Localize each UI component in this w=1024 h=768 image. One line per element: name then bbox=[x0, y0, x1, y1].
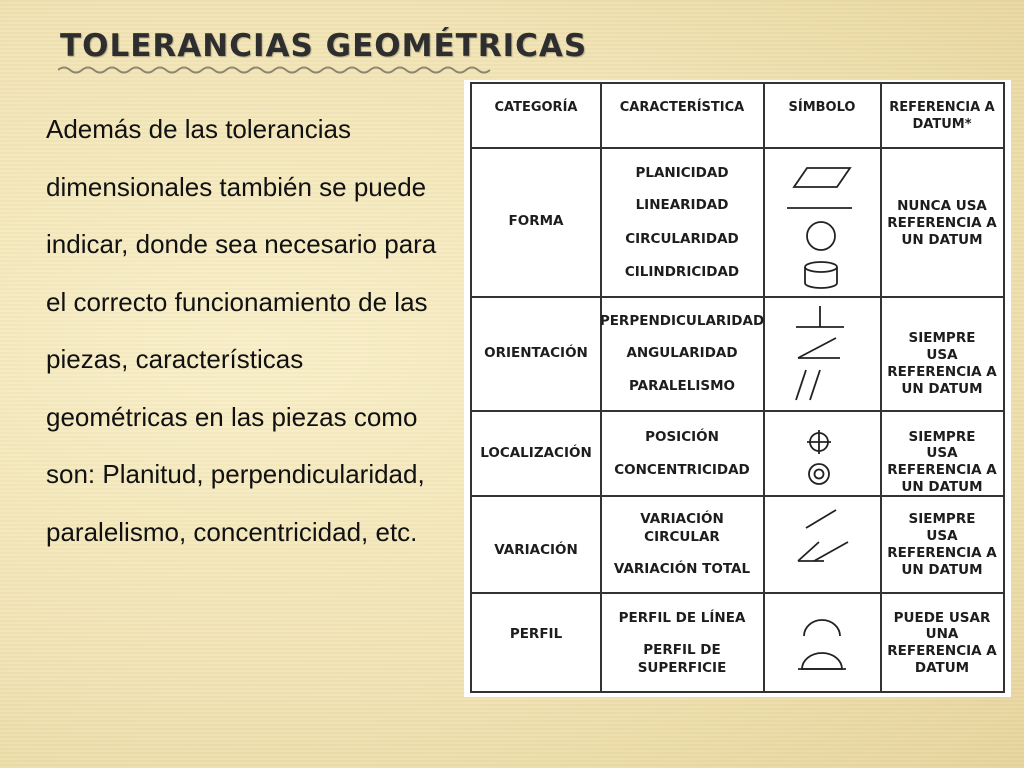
angle-icon bbox=[798, 338, 840, 358]
parallel-lines-icon bbox=[796, 370, 820, 400]
categoria-perfil: PERFIL bbox=[509, 626, 563, 642]
title-underline-decoration bbox=[58, 64, 498, 76]
referencia-forma-line-1: NUNCA USA bbox=[897, 198, 987, 214]
referencia-localizacion-line-2: USA bbox=[926, 445, 958, 461]
caracteristica-paralelismo: PARALELISMO bbox=[628, 378, 736, 394]
referencia-orientacion-line-1: SIEMPRE bbox=[908, 330, 976, 346]
table-row-localizacion bbox=[480, 427, 997, 495]
caracteristica-perpendicularidad: PERPENDICULARIDAD bbox=[599, 313, 765, 329]
caracteristica-angularidad: ANGULARIDAD bbox=[626, 345, 738, 361]
referencia-forma-line-3: UN DATUM bbox=[901, 232, 983, 248]
caracteristica-circularidad: CIRCULARIDAD bbox=[625, 231, 739, 247]
header-caracteristica: CARACTERÍSTICA bbox=[619, 100, 745, 115]
caracteristica-concentricidad: CONCENTRICIDAD bbox=[614, 462, 750, 478]
referencia-forma-line-2: REFERENCIA A bbox=[887, 215, 997, 231]
referencia-perfil-line-4: DATUM bbox=[914, 660, 970, 676]
caracteristica-perfil-de-superficie-line-1: PERFIL DE bbox=[643, 642, 721, 658]
caracteristica-variacion-circular-line-2: CIRCULAR bbox=[644, 529, 720, 545]
circular-runout-icon bbox=[806, 510, 836, 528]
caracteristica-variacion-circular-line-1: VARIACIÓN bbox=[640, 511, 724, 527]
referencia-perfil-line-1: PUEDE USAR bbox=[893, 610, 991, 626]
referencia-orientacion-line-2: USA bbox=[926, 347, 958, 363]
header-referencia-line-1: REFERENCIA A bbox=[889, 100, 995, 115]
referencia-variacion-line-1: SIEMPRE bbox=[908, 511, 976, 527]
header-simbolo: SÍMBOLO bbox=[788, 100, 856, 115]
caracteristica-planicidad: PLANICIDAD bbox=[635, 165, 729, 181]
caracteristica-linearidad: LINEARIDAD bbox=[635, 197, 729, 213]
referencia-variacion-line-4: UN DATUM bbox=[901, 562, 983, 578]
table-grid bbox=[464, 80, 1011, 697]
header-referencia-line-2: DATUM* bbox=[912, 117, 972, 132]
referencia-localizacion-line-1: SIEMPRE bbox=[908, 429, 976, 445]
circle-icon bbox=[807, 222, 835, 250]
tolerance-table bbox=[464, 80, 1011, 697]
line-profile-icon bbox=[804, 620, 840, 636]
cylinder-icon bbox=[805, 262, 837, 288]
caracteristica-perfil-de-linea: PERFIL DE LÍNEA bbox=[618, 610, 746, 626]
referencia-localizacion-line-4: UN DATUM bbox=[901, 479, 983, 495]
parallelogram-icon bbox=[794, 168, 850, 187]
categoria-localizacion: LOCALIZACIÓN bbox=[480, 445, 592, 461]
total-runout-icon bbox=[798, 542, 848, 561]
referencia-perfil-line-2: UNA bbox=[925, 626, 959, 642]
caracteristica-cilindricidad: CILINDRICIDAD bbox=[624, 264, 740, 280]
concentric-circles-icon bbox=[809, 464, 829, 484]
categoria-orientacion: ORIENTACIÓN bbox=[484, 345, 588, 361]
caracteristica-posicion: POSICIÓN bbox=[645, 429, 719, 445]
referencia-orientacion-line-3: REFERENCIA A bbox=[887, 364, 997, 380]
table-row-orientacion bbox=[484, 306, 997, 400]
table-row-forma bbox=[509, 165, 998, 288]
slide-title: TOLERANCIAS GEOMÉTRICAS bbox=[60, 28, 588, 64]
categoria-forma: FORMA bbox=[508, 213, 564, 229]
referencia-variacion-line-3: REFERENCIA A bbox=[887, 545, 997, 561]
table-row-variacion bbox=[494, 509, 997, 578]
referencia-perfil-line-3: REFERENCIA A bbox=[887, 643, 997, 659]
categoria-variacion: VARIACIÓN bbox=[494, 542, 578, 558]
referencia-variacion-line-2: USA bbox=[926, 528, 958, 544]
caracteristica-perfil-de-superficie-line-2: SUPERFICIE bbox=[637, 660, 727, 676]
table-row-perfil bbox=[510, 609, 997, 676]
position-crosshair-icon bbox=[807, 430, 831, 454]
caracteristica-variacion-total: VARIACIÓN TOTAL bbox=[613, 561, 751, 577]
referencia-localizacion-line-3: REFERENCIA A bbox=[887, 462, 997, 478]
referencia-orientacion-line-4: UN DATUM bbox=[901, 381, 983, 397]
surface-profile-icon bbox=[798, 653, 846, 669]
body-paragraph: Además de las tolerancias dimensionales también se puede indicar, donde sea necesario para el correcto funcionamiento de las piezas, características geométricas en las piezas como son: Planitud, perpendicularidad, paralelismo, concentricidad, etc. bbox=[46, 114, 437, 547]
perpendicular-icon bbox=[796, 306, 844, 327]
header-categoria: CATEGORÍA bbox=[494, 100, 578, 115]
